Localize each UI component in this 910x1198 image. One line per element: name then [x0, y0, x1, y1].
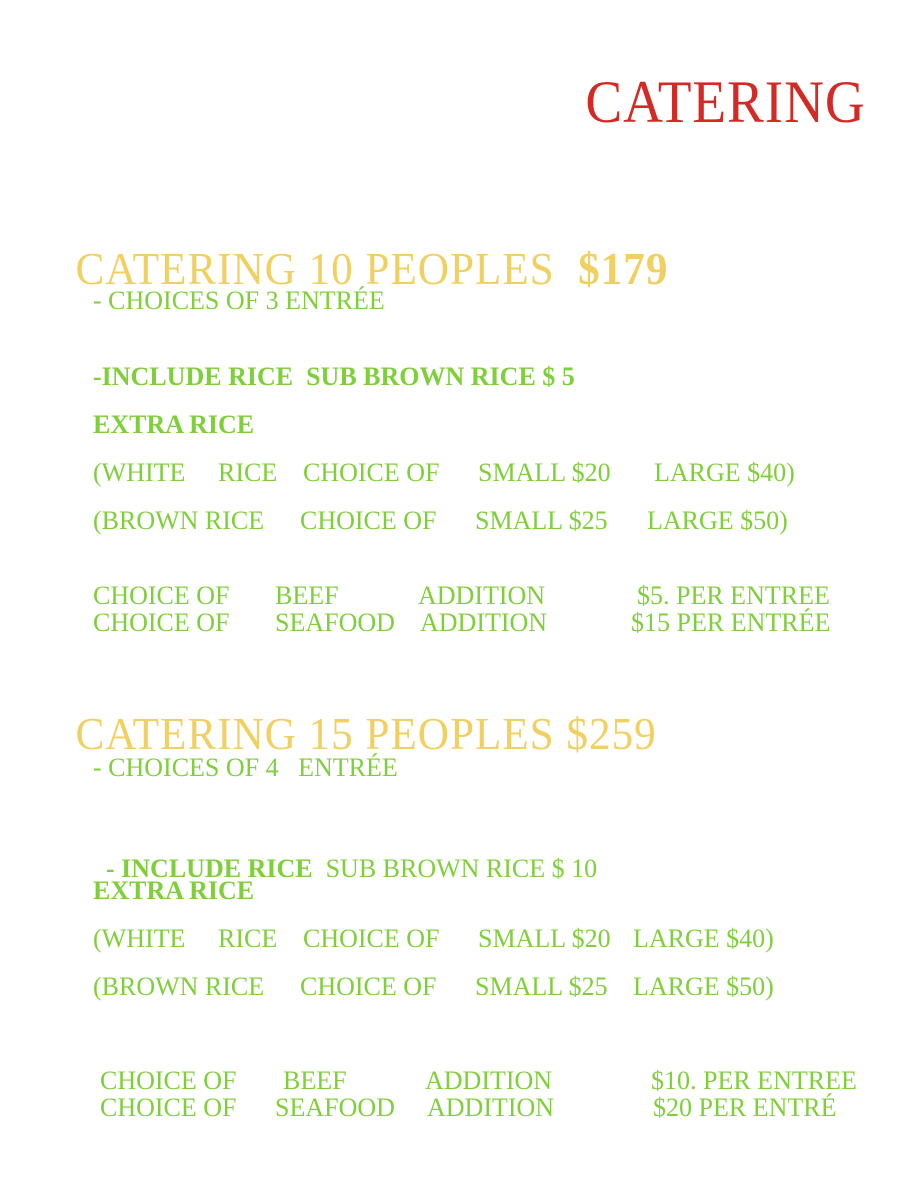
white-rice-cell: (WHITE	[93, 458, 186, 487]
package-10-price: $179	[578, 243, 669, 294]
white-rice-cell: CHOICE OF	[303, 924, 440, 953]
package-15-choices: - CHOICES OF 4 ENTRÉE	[93, 753, 398, 782]
seafood-addition-cell: $20 PER ENTRÉ	[653, 1093, 837, 1122]
white-rice-cell: LARGE $40)	[654, 458, 795, 487]
package-15-price: $259	[566, 708, 657, 759]
package-10-name: CATERING 10 PEOPLES	[75, 243, 555, 294]
beef-addition-cell: BEEF	[275, 581, 339, 610]
white-rice-cell: RICE	[218, 924, 278, 953]
brown-rice-cell: (BROWN RICE	[93, 972, 265, 1001]
white-rice-cell: SMALL $20	[478, 458, 611, 487]
seafood-addition-cell: ADDITION	[420, 608, 548, 637]
beef-addition-cell: CHOICE OF	[100, 1066, 237, 1095]
package-15-name: CATERING 15 PEOPLES	[75, 708, 555, 759]
beef-addition-cell: $10. PER ENTREE	[651, 1066, 857, 1095]
beef-addition-cell: $5. PER ENTREE	[637, 581, 830, 610]
seafood-addition-cell: ADDITION	[427, 1093, 555, 1122]
brown-rice-cell: SMALL $25	[475, 972, 608, 1001]
package-15-include-rice-bold: - INCLUDE RICE	[106, 854, 313, 883]
package-10-extra-rice-label: EXTRA RICE	[93, 410, 255, 439]
brown-rice-cell: CHOICE OF	[300, 972, 437, 1001]
brown-rice-cell: CHOICE OF	[300, 506, 437, 535]
package-15-extra-rice-label: EXTRA RICE	[93, 876, 255, 905]
white-rice-cell: SMALL $20	[478, 924, 611, 953]
brown-rice-cell: SMALL $25	[475, 506, 608, 535]
package-15-heading	[52, 665, 657, 757]
beef-addition-cell: ADDITION	[418, 581, 546, 610]
package-10-heading	[52, 200, 668, 292]
white-rice-cell: LARGE $40)	[633, 924, 774, 953]
package-15-include-rice	[93, 830, 597, 882]
beef-addition-cell: CHOICE OF	[93, 581, 230, 610]
seafood-addition-cell: CHOICE OF	[100, 1093, 237, 1122]
seafood-addition-cell: SEAFOOD	[275, 1093, 395, 1122]
seafood-addition-cell: CHOICE OF	[93, 608, 230, 637]
brown-rice-cell: LARGE $50)	[647, 506, 788, 535]
brown-rice-cell: LARGE $50)	[633, 972, 774, 1001]
seafood-addition-cell: $15 PER ENTRÉE	[631, 608, 831, 637]
white-rice-cell: (WHITE	[93, 924, 186, 953]
package-10-include-rice: -INCLUDE RICE SUB BROWN RICE $ 5	[93, 362, 575, 391]
package-15-sub-brown-rice: SUB BROWN RICE $ 10	[325, 854, 598, 883]
white-rice-cell: CHOICE OF	[303, 458, 440, 487]
white-rice-cell: RICE	[218, 458, 278, 487]
brown-rice-cell: (BROWN RICE	[93, 506, 265, 535]
beef-addition-cell: BEEF	[283, 1066, 347, 1095]
package-10-choices: - CHOICES OF 3 ENTRÉE	[93, 286, 385, 315]
page-title: CATERING	[585, 69, 866, 135]
beef-addition-cell: ADDITION	[425, 1066, 553, 1095]
seafood-addition-cell: SEAFOOD	[275, 608, 395, 637]
